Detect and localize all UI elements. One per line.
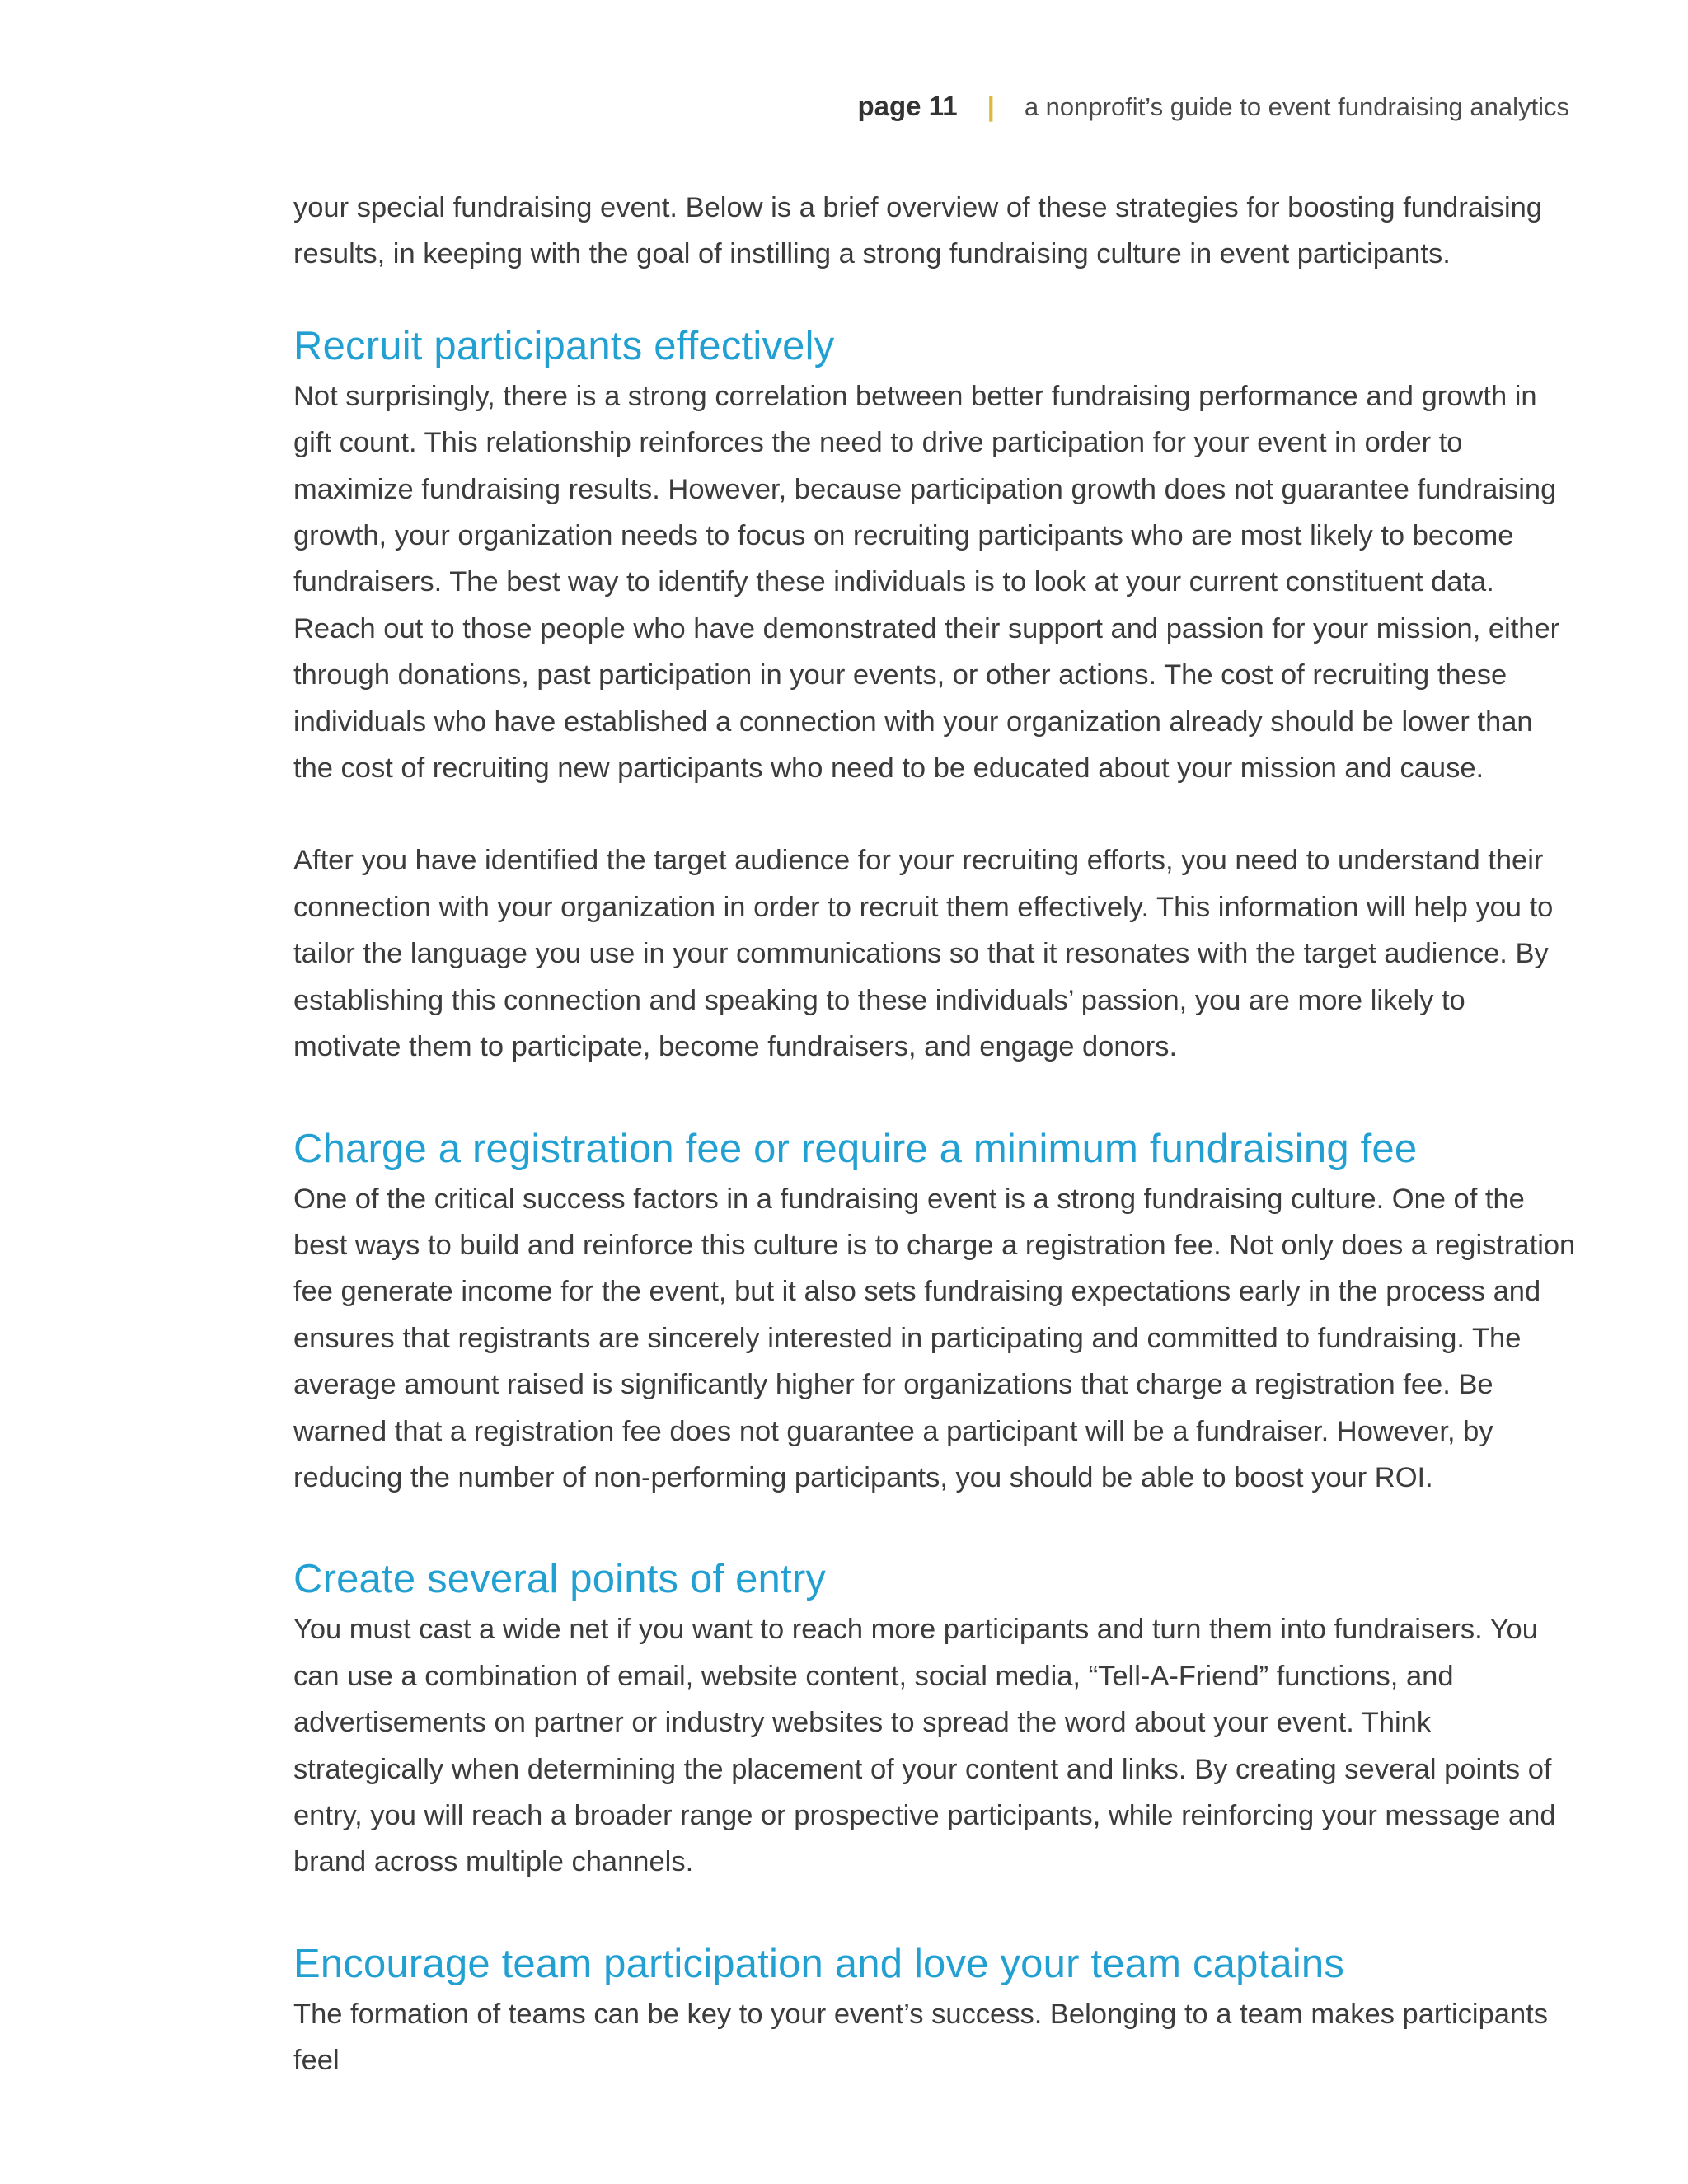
- section-heading: Charge a registration fee or require a minimum fundraising fee: [293, 1126, 1418, 1171]
- guide-title: a nonprofit’s guide to event fundraising analytics: [1024, 92, 1569, 121]
- section-paragraph: The formation of teams can be key to your event’s success. Belonging to a team makes participants feel: [293, 1998, 1548, 2077]
- intro-paragraph: your special fundraising event. Below is a brief overview of these strategies for boosting fundraising results, in keeping with the goal of instilling a strong fundraising culture in event participants.: [293, 192, 1542, 270]
- section-heading: Recruit participants effectively: [293, 323, 835, 368]
- section-heading: Create several points of entry: [293, 1557, 827, 1602]
- section-heading: Encourage team participation and love your team captains: [293, 1941, 1345, 1986]
- header-separator: |: [987, 91, 995, 121]
- page-number: page 11: [857, 91, 958, 121]
- running-header: [858, 91, 1570, 122]
- body-content: [293, 185, 1579, 2084]
- section-paragraph: One of the critical success factors in a fundraising event is a strong fundraising culture. One of the best ways to build and reinforce this culture is to charge a registration fee. Not only does a registration fee generate income for the event, but it also sets fundraising expectations early in the process and ensures that registrants are sincerely interested in participating and committed to fundraising. The average amount raised is significantly higher for organizations that charge a registration fee. Be warned that a registration fee does not guarantee a participant will be a fundraiser. However, by reducing the number of non-performing participants, you should be able to boost your ROI.: [293, 1183, 1576, 1493]
- section-paragraph: Not surprisingly, there is a strong correlation between better fundraising performance and growth in gift count. This relationship reinforces the need to drive participation for your event in order to maximize fundraising results. However, because participation growth does not guarantee fundraising growth, your organization needs to focus on recruiting participants who are most likely to become fundraisers. The best way to identify these individuals is to look at your current constituent data. Reach out to those people who have demonstrated their support and passion for your mission, either through donations, past participation in your events, or other actions. The cost of recruiting these individuals who have established a connection with your organization already should be lower than the cost of recruiting new participants who need to be educated about your mission and cause.: [293, 380, 1560, 785]
- section-paragraph: You must cast a wide net if you want to reach more participants and turn them into fundraisers. You can use a combination of email, website content, social media, “Tell-A-Friend” functions, and advertisements on partner or industry websites to spread the word about your event. Think strategically when determining the placement of your content and links. By creating several points of entry, you will reach a broader range or prospective participants, while reinforcing your message and brand across multiple channels.: [293, 1614, 1556, 1878]
- section-team-participation: [293, 1937, 1579, 2084]
- section-recruit-participants: [293, 319, 1579, 1071]
- section-points-of-entry: [293, 1552, 1579, 1885]
- section-registration-fee: [293, 1122, 1579, 1502]
- section-paragraph: After you have identified the target audience for your recruiting efforts, you need to understand their connection with your organization in order to recruit them effectively. This information will help you to tailor the language you use in your communications so that it resonates with the target audience. By establishing this connection and speaking to these individuals’ passion, you are more likely to motivate them to participate, become fundraisers, and engage donors.: [293, 845, 1554, 1063]
